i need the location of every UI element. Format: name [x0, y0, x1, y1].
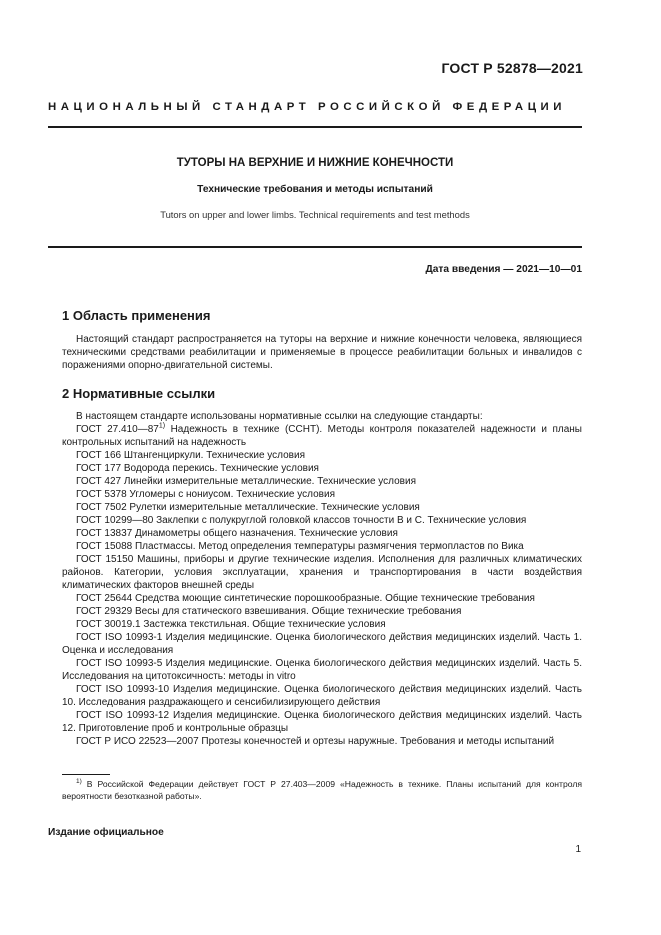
reference-code: ГОСТ 27.410—87 — [76, 424, 159, 435]
reference-item — [62, 423, 582, 449]
footnote-text: В Российской Федерации действует ГОСТ Р 27.403—2009 «Надежность в технике. Планы испытаний для контроля вероятности безотказной работы». — [62, 779, 582, 801]
reference-item: ГОСТ 166 Штангенциркули. Технические условия — [76, 450, 305, 461]
reference-item: ГОСТ ISO 10993-10 Изделия медицинские. Оценка биологического действия медицинских изделий. Часть 10. Исследования раздражающего и сенсибилизирующего действия — [62, 684, 582, 708]
reference-item: ГОСТ 25644 Средства моющие синтетические порошкообразные. Общие технические требования — [76, 593, 535, 604]
standard-header-title: НАЦИОНАЛЬНЫЙ СТАНДАРТ РОССИЙСКОЙ ФЕДЕРАЦИИ — [48, 101, 567, 113]
reference-item: ГОСТ 427 Линейки измерительные металлические. Технические условия — [76, 476, 416, 487]
header-divider — [48, 126, 582, 128]
footnote — [62, 779, 582, 802]
footnote-mark: 1) — [76, 778, 82, 786]
reference-item: ГОСТ 177 Водорода перекись. Технические условия — [76, 463, 319, 474]
page-number: 1 — [575, 844, 581, 855]
reference-item: ГОСТ 13837 Динамометры общего назначения. Технические условия — [76, 528, 398, 539]
official-edition-label: Издание официальное — [48, 827, 164, 838]
introduction-date: Дата введения — 2021—10—01 — [425, 264, 582, 275]
section-2-heading: 2 Нормативные ссылки — [62, 386, 216, 401]
reference-item: ГОСТ 15088 Пластмассы. Метод определения температуры размягчения термопластов по Вика — [76, 541, 524, 552]
section-2-intro-text: В настоящем стандарте использованы нормативные ссылки на следующие стандарты: — [76, 411, 483, 422]
reference-item: ГОСТ ISO 10993-12 Изделия медицинские. Оценка биологического действия медицинских изделий. Часть 12. Приготовление проб и контрольные образцы — [62, 710, 582, 734]
section-1-heading: 1 Область применения — [62, 308, 211, 323]
reference-text: Надежность в технике (ССНТ). Методы контроля показателей надежности и планы контрольных испытаний на надежность — [62, 424, 582, 448]
section-2-intro — [62, 410, 582, 423]
section-1-paragraph: Настоящий стандарт распространяется на туторы на верхние и нижние конечности человека, являющиеся техническими средствами реабилитации и применяемые в процессе реабилитации больных и инвалидов с поражениями опорно-двигательной системы. — [62, 334, 582, 371]
reference-item: ГОСТ Р ИСО 22523—2007 Протезы конечностей и ортезы наружные. Требования и методы испытаний — [76, 736, 555, 747]
reference-item: ГОСТ ISO 10993-1 Изделия медицинские. Оценка биологического действия медицинских изделий. Часть 1. Оценка и исследования — [62, 632, 582, 656]
footnote-divider — [62, 774, 110, 775]
reference-item: ГОСТ 5378 Угломеры с нониусом. Технические условия — [76, 489, 335, 500]
section-1-text — [62, 333, 582, 372]
reference-item: ГОСТ 10299—80 Заклепки с полукруглой головкой классов точности В и С. Технические условия — [76, 515, 527, 526]
reference-item: ГОСТ 30019.1 Застежка текстильная. Общие технические условия — [76, 619, 386, 630]
document-title: ТУТОРЫ НА ВЕРХНИЕ И НИЖНИЕ КОНЕЧНОСТИ — [176, 157, 454, 169]
footnote-mark: 1) — [158, 422, 166, 430]
reference-item: ГОСТ 15150 Машины, приборы и другие технические изделия. Исполнения для различных климатических районов. Категории, условия эксплуатации, хранения и транспортирования в части воздействия климатических факторов внешней среды — [62, 554, 582, 591]
document-subtitle: Технические требования и методы испытаний — [197, 184, 433, 195]
reference-item: ГОСТ 29329 Весы для статического взвешивания. Общие технические требования — [76, 606, 462, 617]
title-divider — [48, 246, 582, 248]
normative-references-list — [62, 423, 582, 748]
document-title-english: Tutors on upper and lower limbs. Technical requirements and test methods — [160, 209, 470, 220]
reference-item: ГОСТ ISO 10993-5 Изделия медицинские. Оценка биологического действия медицинских изделий. Часть 5. Исследования на цитотоксичность: методы in vitro — [62, 658, 582, 682]
document-number: ГОСТ Р 52878—2021 — [441, 60, 583, 76]
reference-item: ГОСТ 7502 Рулетки измерительные металлические. Технические условия — [76, 502, 420, 513]
